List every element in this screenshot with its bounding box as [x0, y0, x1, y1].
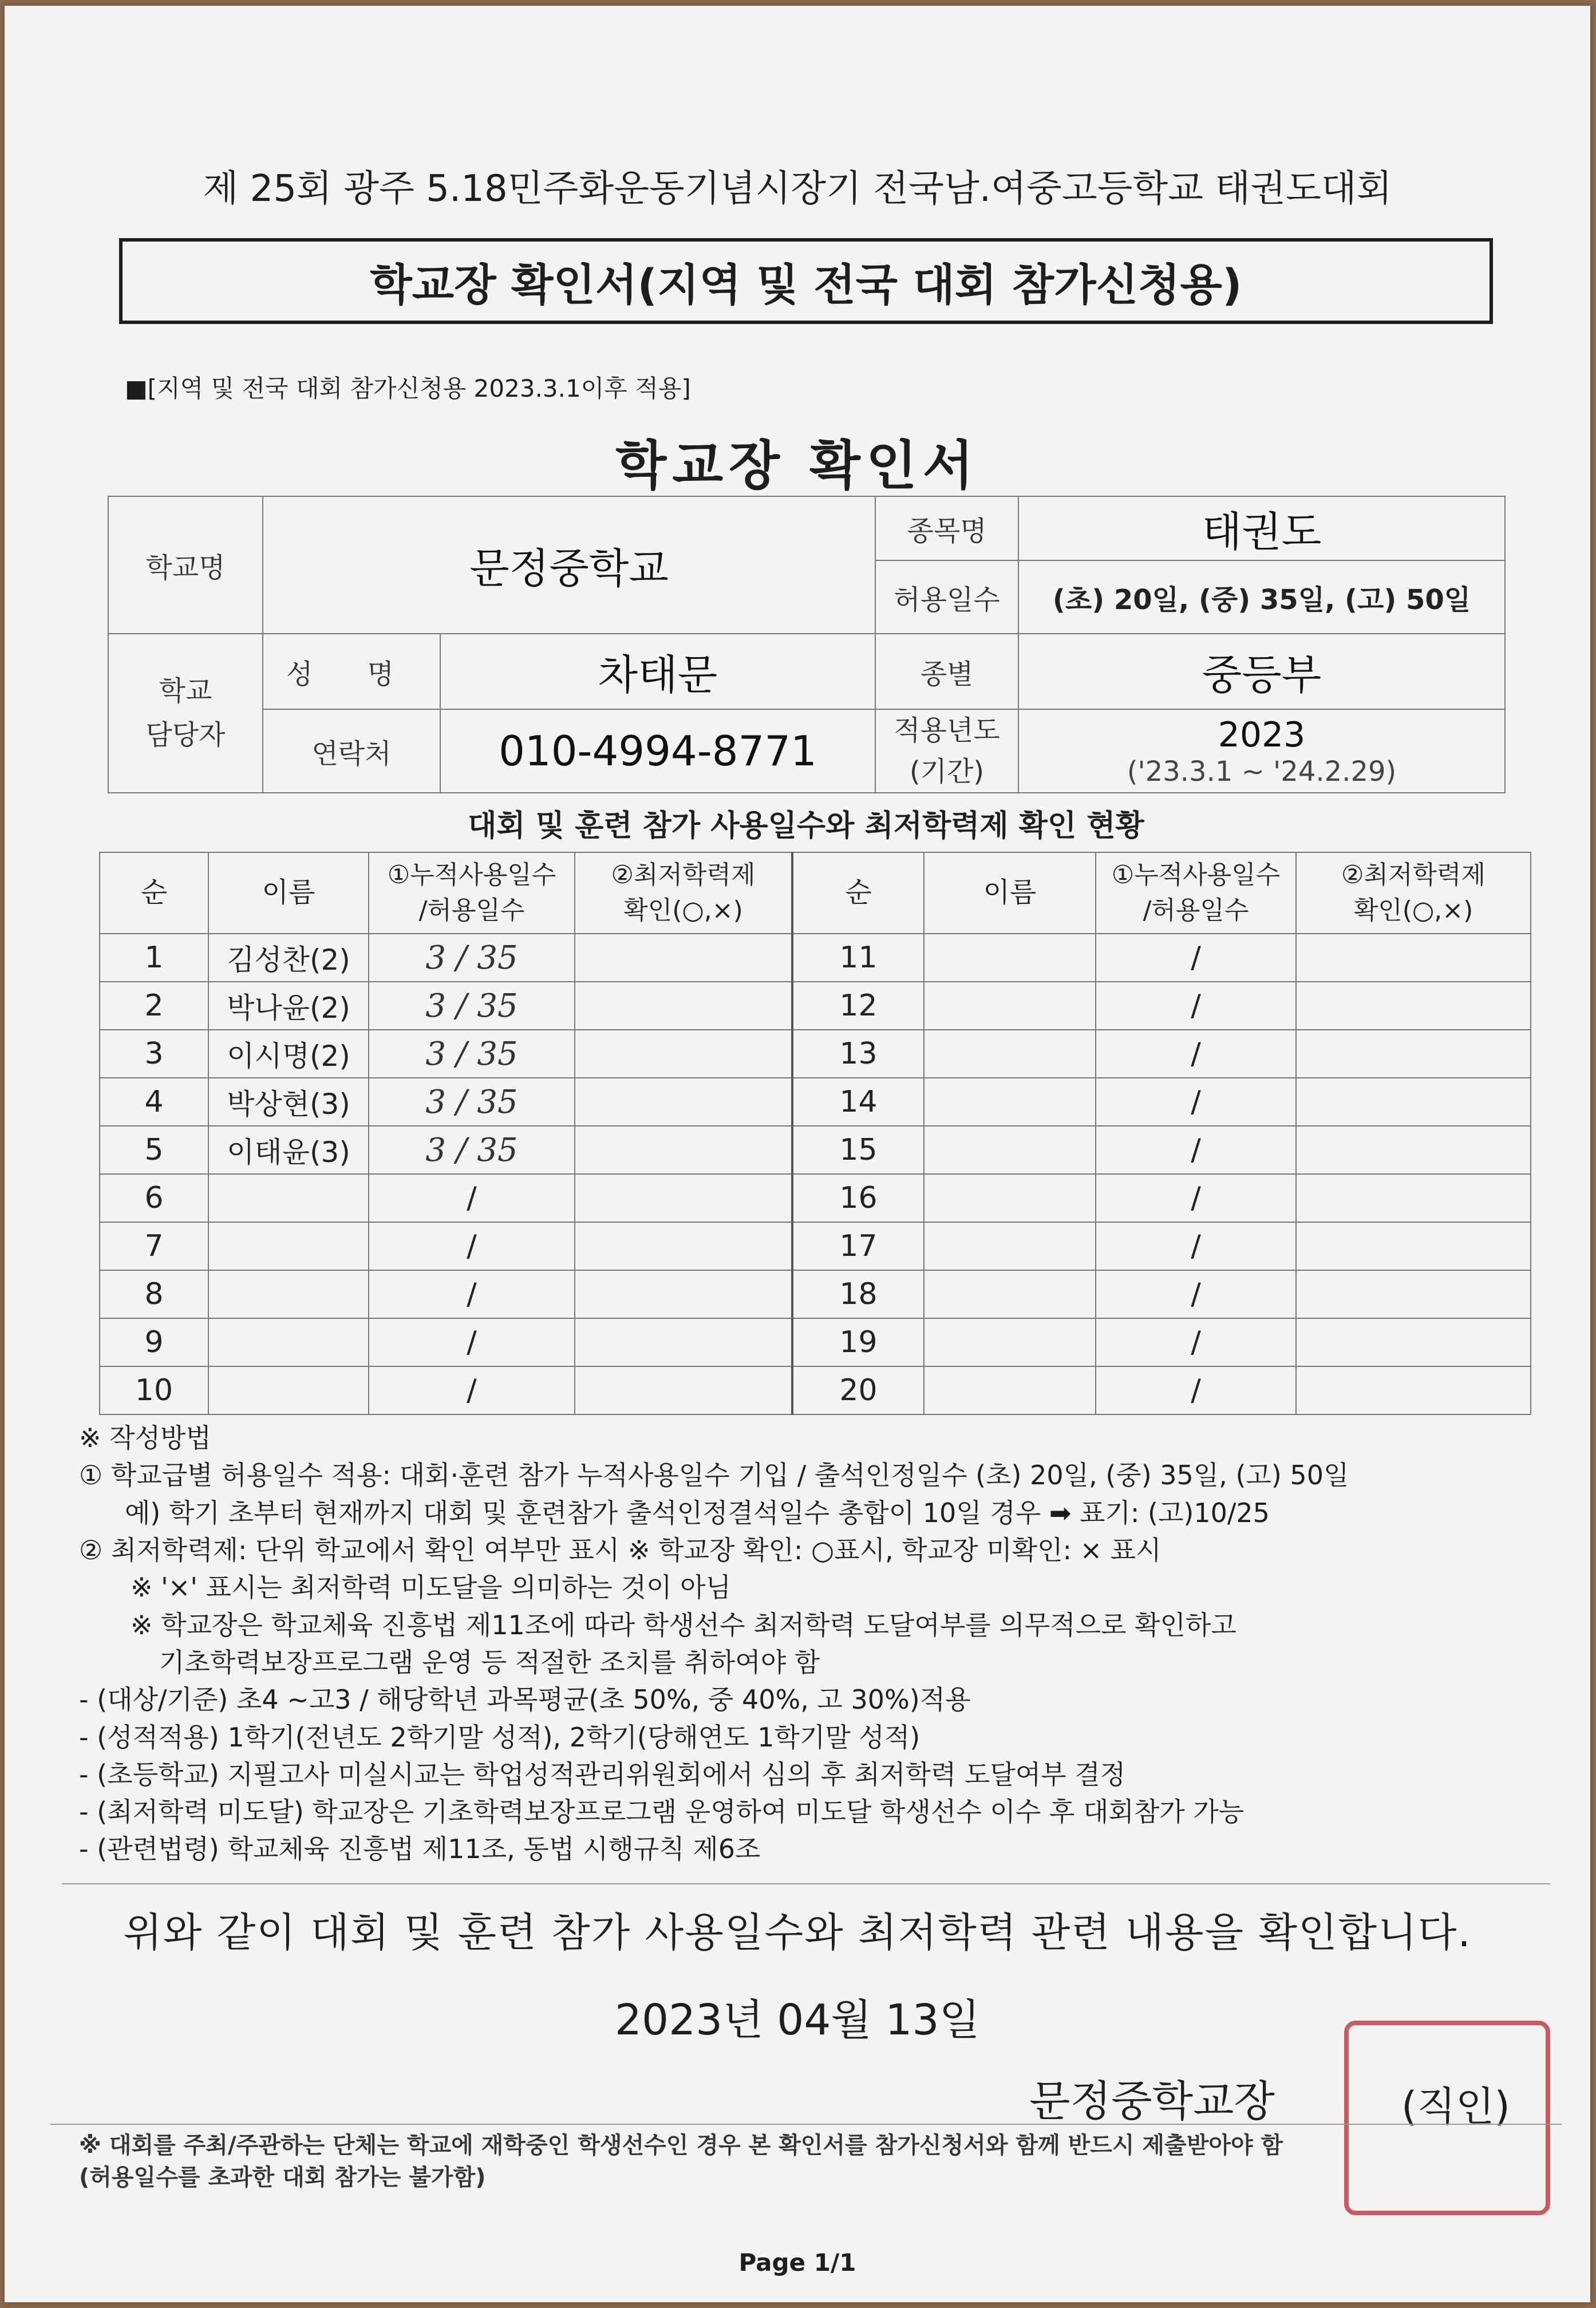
- division-label: 종별: [875, 634, 1018, 709]
- days-cell: 3 / 35: [369, 1030, 575, 1078]
- days-cell: /: [1096, 1222, 1296, 1270]
- table-row: [100, 1174, 1531, 1222]
- days-cell: /: [1096, 934, 1296, 982]
- contact-value: 010-4994-8771: [440, 709, 875, 793]
- header-seq: 순: [100, 852, 208, 934]
- check-cell: [575, 1222, 792, 1270]
- check-cell: [575, 982, 792, 1030]
- name-cell: 박나윤(2): [208, 982, 369, 1030]
- note-2-sub-2: ※ 학교장은 학교체육 진흥법 제11조에 따라 학생선수 최저학력 도달여부를 의무적으로 확인하고: [131, 1609, 1236, 1641]
- table-row: [100, 1030, 1531, 1078]
- name-cell: [924, 1174, 1096, 1222]
- header-check: ②최저학력제 확인(○,×): [575, 852, 792, 934]
- table-row: [100, 1270, 1531, 1318]
- header-days-right: ①누적사용일수 /허용일수: [1096, 852, 1296, 934]
- table-row: [100, 1222, 1531, 1270]
- note-2-sub-3: 기초학력보장프로그램 운영 등 적절한 조치를 취하여야 함: [159, 1646, 820, 1678]
- check-cell: [575, 1078, 792, 1126]
- footer-line-2: (허용일수를 초과한 대회 참가는 불가함): [79, 2164, 486, 2191]
- note-1-example: 예) 학기 초부터 현재까지 대회 및 훈련참가 출석인정결석일수 총합이 10일 경우 ➡ 표기: (고)10/25: [125, 1497, 1270, 1528]
- name-cell: [208, 1318, 369, 1366]
- name-cell: [208, 1366, 369, 1414]
- days-cell: 3 / 35: [369, 982, 575, 1030]
- allow-days-value: (초) 20일, (중) 35일, (고) 50일: [1018, 560, 1505, 634]
- year-label: 적용년도 (기간): [875, 709, 1018, 793]
- seal-label: (직인): [1401, 2083, 1510, 2130]
- seq-cell: 20: [792, 1366, 924, 1414]
- days-cell: /: [369, 1366, 575, 1414]
- check-cell: [575, 1366, 792, 1414]
- detail-3: - (초등학교) 지필고사 미실시교는 학업성적관리위원회에서 심의 후 최저학력 도달여부 결정: [79, 1758, 1126, 1790]
- note-2-sub-1: ※ '×' 표시는 최저학력 미도달을 의미하는 것이 아님: [131, 1572, 732, 1603]
- school-name: 문정중학교: [263, 496, 875, 634]
- days-cell: /: [1096, 1078, 1296, 1126]
- detail-1: - (대상/기준) 초4 ~고3 / 해당학년 과목평균(초 50%, 중 40%, 고 30%)적용: [79, 1684, 971, 1716]
- detail-2: - (성적적용) 1학기(전년도 2학기말 성적), 2학기(당해연도 1학기말 성적): [79, 1721, 921, 1753]
- seq-cell: 18: [792, 1270, 924, 1318]
- year-cell: [1018, 709, 1505, 793]
- name-cell: [924, 1366, 1096, 1414]
- check-cell: [1296, 934, 1531, 982]
- footer-line-1: ※ 대회를 주최/주관하는 단체는 학교에 재학중인 학생선수인 경우 본 확인서를 참가신청서와 함께 반드시 제출받아야 함: [79, 2132, 1283, 2159]
- event-name: 태권도: [1018, 496, 1505, 560]
- check-cell: [1296, 1270, 1531, 1318]
- seq-cell: 14: [792, 1078, 924, 1126]
- name-cell: [924, 1078, 1096, 1126]
- manager-name: 차태문: [440, 634, 875, 709]
- days-cell: /: [1096, 1126, 1296, 1174]
- check-cell: [1296, 1318, 1531, 1366]
- event-label: 종목명: [875, 496, 1018, 560]
- confirmation-text: 위와 같이 대회 및 훈련 참가 사용일수와 최저학력 관련 내용을 확인합니다.: [123, 1909, 1472, 1956]
- days-cell: 3 / 35: [369, 1078, 575, 1126]
- notes-heading: ※ 작성방법: [79, 1422, 211, 1453]
- division-value: 중등부: [1018, 634, 1505, 709]
- divider: [62, 1883, 1550, 1884]
- manager-label: 학교 담당자: [108, 634, 263, 793]
- name-cell: 이시명(2): [208, 1030, 369, 1078]
- check-cell: [575, 1318, 792, 1366]
- school-label: 학교명: [108, 496, 263, 634]
- check-cell: [1296, 1222, 1531, 1270]
- days-cell: /: [1096, 1318, 1296, 1366]
- seq-cell: 12: [792, 982, 924, 1030]
- footer-note: [79, 2129, 1544, 2194]
- days-cell: /: [369, 1174, 575, 1222]
- table-row: [100, 1078, 1531, 1126]
- header-name: 이름: [208, 852, 369, 934]
- table-row: [100, 1318, 1531, 1366]
- name-cell: [208, 1270, 369, 1318]
- document-page: [5, 6, 1590, 2302]
- name-cell: [924, 1318, 1096, 1366]
- check-cell: [575, 1270, 792, 1318]
- contact-label: 연락처: [263, 709, 440, 793]
- header-check-right: ②최저학력제 확인(○,×): [1296, 852, 1531, 934]
- issue-date: 2023년 04월 13일: [614, 1995, 981, 2045]
- allow-days-label: 허용일수: [875, 560, 1018, 634]
- seq-cell: 3: [100, 1030, 208, 1078]
- divider: [50, 2124, 1562, 2125]
- days-cell: 3 / 35: [369, 934, 575, 982]
- check-cell: [1296, 1078, 1531, 1126]
- name-cell: 이태윤(3): [208, 1126, 369, 1174]
- days-cell: /: [369, 1318, 575, 1366]
- seq-cell: 5: [100, 1126, 208, 1174]
- table-header: [100, 852, 1531, 934]
- seq-cell: 4: [100, 1078, 208, 1126]
- page-number: Page 1/1: [738, 2248, 856, 2277]
- instructions: [79, 1420, 1533, 1868]
- year-value: 2023: [1218, 715, 1306, 755]
- principal-title: 문정중학교장: [1029, 2077, 1275, 2126]
- note-2: ② 최저학력제: 단위 학교에서 확인 여부만 표시 ※ 학교장 확인: ○표시, 학교장 미확인: × 표시: [79, 1534, 1162, 1566]
- seq-cell: 2: [100, 982, 208, 1030]
- seq-cell: 17: [792, 1222, 924, 1270]
- check-cell: [575, 934, 792, 982]
- name-cell: [924, 1222, 1096, 1270]
- name-cell: [924, 934, 1096, 982]
- seq-cell: 9: [100, 1318, 208, 1366]
- seq-cell: 11: [792, 934, 924, 982]
- seq-cell: 19: [792, 1318, 924, 1366]
- table-row: [100, 1126, 1531, 1174]
- days-cell: 3 / 35: [369, 1126, 575, 1174]
- table-row: [100, 1366, 1531, 1414]
- name-cell: 박상현(3): [208, 1078, 369, 1126]
- name-cell: [208, 1174, 369, 1222]
- check-cell: [575, 1030, 792, 1078]
- seq-cell: 7: [100, 1222, 208, 1270]
- header-seq-right: 순: [792, 852, 924, 934]
- days-cell: /: [1096, 1270, 1296, 1318]
- seq-cell: 15: [792, 1126, 924, 1174]
- seq-cell: 1: [100, 934, 208, 982]
- check-cell: [1296, 982, 1531, 1030]
- applicability-note: ■[지역 및 전국 대회 참가신청용 2023.3.1이후 적용]: [125, 374, 691, 402]
- document-title: 학교장 확인서: [615, 435, 979, 496]
- check-cell: [1296, 1174, 1531, 1222]
- header-days: ①누적사용일수 /허용일수: [369, 852, 575, 934]
- form-title-box: 학교장 확인서(지역 및 전국 대회 참가신청용): [119, 238, 1493, 324]
- days-cell: /: [1096, 982, 1296, 1030]
- name-cell: 김성찬(2): [208, 934, 369, 982]
- check-cell: [1296, 1030, 1531, 1078]
- name-label: 성 명: [263, 634, 440, 709]
- name-cell: [924, 1270, 1096, 1318]
- note-1: ① 학교급별 허용일수 적용: 대회·훈련 참가 누적사용일수 기입 / 출석인정일수 (초) 20일, (중) 35일, (고) 50일: [79, 1460, 1349, 1491]
- student-days-table: [99, 852, 1531, 1415]
- seq-cell: 6: [100, 1174, 208, 1222]
- event-title: 제 25회 광주 5.18민주화운동기념시장기 전국남.여중고등학교 태권도대회: [203, 168, 1392, 210]
- seq-cell: 8: [100, 1270, 208, 1318]
- name-cell: [924, 982, 1096, 1030]
- days-cell: /: [1096, 1366, 1296, 1414]
- seq-cell: 10: [100, 1366, 208, 1414]
- detail-4: - (최저학력 미도달) 학교장은 기초학력보장프로그램 운영하여 미도달 학생선수 이수 후 대회참가 가능: [79, 1796, 1245, 1828]
- name-cell: [208, 1222, 369, 1270]
- check-cell: [1296, 1366, 1531, 1414]
- days-cell: /: [1096, 1174, 1296, 1222]
- header-name-right: 이름: [924, 852, 1096, 934]
- name-cell: [924, 1030, 1096, 1078]
- section-title: 대회 및 훈련 참가 사용일수와 최저학력제 확인 현황: [468, 809, 1144, 843]
- seq-cell: 13: [792, 1030, 924, 1078]
- days-cell: /: [369, 1270, 575, 1318]
- table-row: [100, 934, 1531, 982]
- seq-cell: 16: [792, 1174, 924, 1222]
- year-period: ('23.3.1 ~ '24.2.29): [1127, 756, 1397, 788]
- check-cell: [1296, 1126, 1531, 1174]
- days-cell: /: [1096, 1030, 1296, 1078]
- name-cell: [924, 1126, 1096, 1174]
- check-cell: [575, 1174, 792, 1222]
- table-row: [100, 982, 1531, 1030]
- days-cell: /: [369, 1222, 575, 1270]
- detail-5: - (관련법령) 학교체육 진흥법 제11조, 동법 시행규칙 제6조: [79, 1833, 761, 1865]
- check-cell: [575, 1126, 792, 1174]
- school-info-table: [108, 496, 1506, 793]
